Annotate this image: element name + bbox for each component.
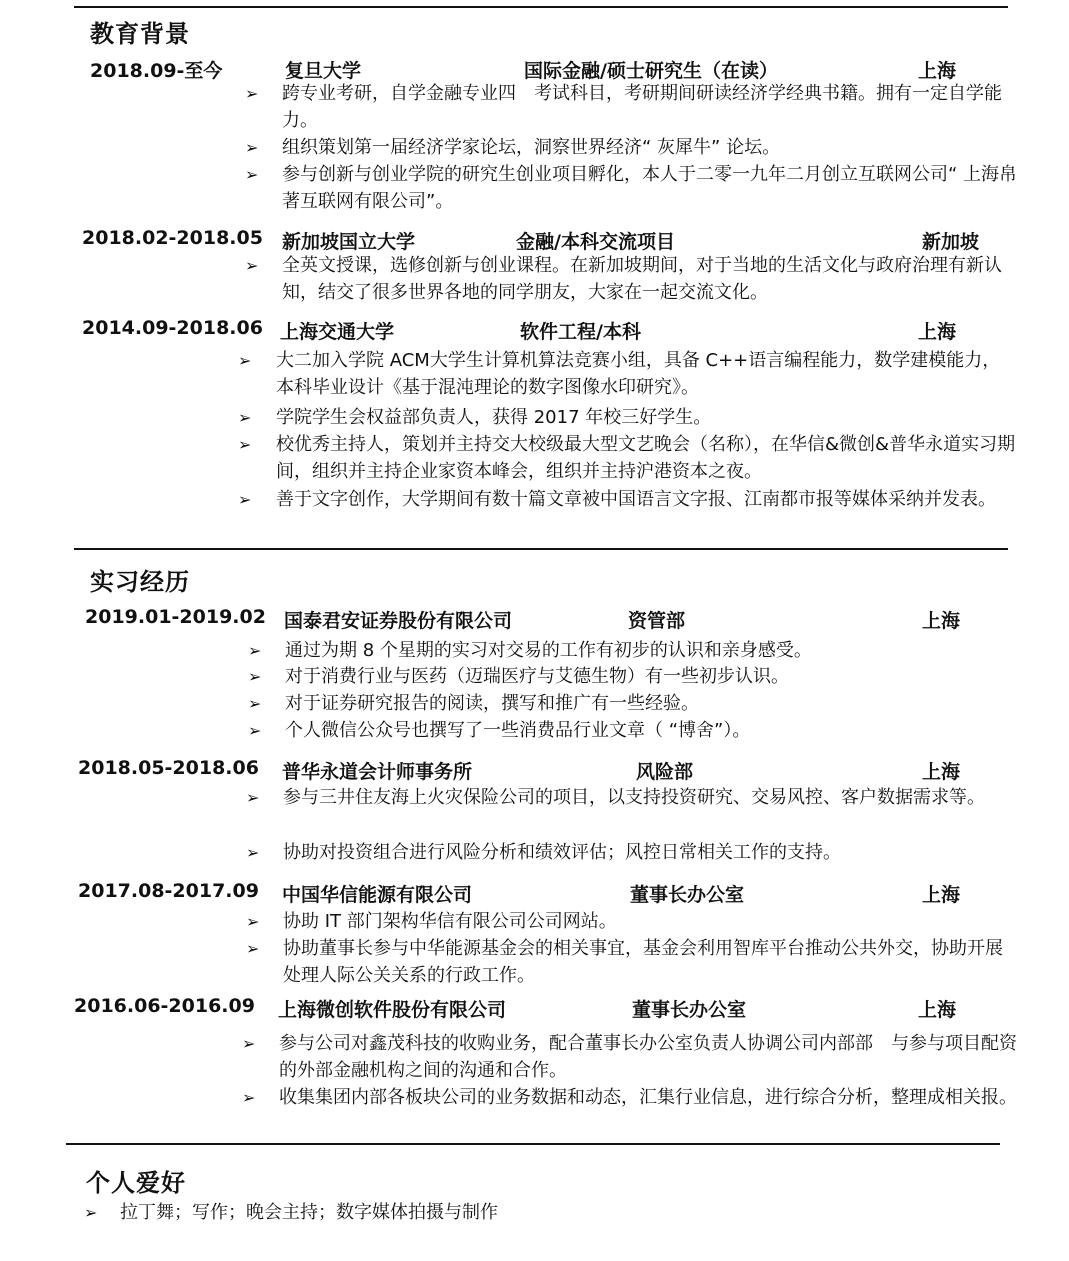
arrow-bullet-icon: ➢	[245, 84, 259, 103]
section-title-education: 教育背景	[90, 20, 190, 48]
list-item-text: 组织策划第一届经济学家论坛，洞察世界经济“ 灰犀牛” 论坛。	[282, 137, 781, 158]
list-item	[84, 1199, 784, 1226]
arrow-bullet-icon: ➢	[245, 165, 259, 184]
entry-role: 金融/本科交流项目	[516, 231, 675, 253]
arrow-bullet-icon: ➢	[246, 788, 260, 807]
entry-date: 2014.09-2018.06	[82, 317, 263, 339]
list-item	[246, 839, 1018, 866]
list-item	[245, 161, 1021, 215]
entry-city: 上海	[918, 60, 957, 82]
arrow-bullet-icon: ➢	[246, 843, 260, 862]
arrow-bullet-icon: ➢	[248, 721, 262, 740]
arrow-bullet-icon: ➢	[246, 912, 260, 931]
list-item-text: 全英文授课，选修创新与创业课程。在新加坡期间，对于当地的生活文化与政府治理有新认知，结交了很多世界各地的同学朋友，大家在一起交流文化。	[282, 255, 1002, 303]
entry-city: 上海	[922, 610, 961, 632]
list-item	[242, 1030, 1018, 1084]
entry-role: 董事长办公室	[630, 884, 745, 906]
section-title-internship: 实习经历	[90, 568, 190, 596]
entry-org: 中国华信能源有限公司	[282, 884, 473, 906]
entry-role: 软件工程/本科	[520, 321, 641, 343]
arrow-bullet-icon: ➢	[238, 490, 252, 509]
entry-date: 2016.06-2016.09	[74, 995, 255, 1017]
arrow-bullet-icon: ➢	[242, 1088, 256, 1107]
arrow-bullet-icon: ➢	[246, 939, 260, 958]
list-item	[248, 717, 1018, 744]
list-item-text: 个人微信公众号也撰写了一些消费品行业文章（ “博舍”）。	[285, 720, 751, 741]
list-item	[245, 80, 1021, 134]
entry-date: 2017.08-2017.09	[78, 880, 259, 902]
entry-org: 复旦大学	[285, 60, 362, 82]
entry-role: 风险部	[636, 761, 694, 783]
list-item	[245, 252, 1023, 306]
list-item-text: 协助对投资组合进行风险分析和绩效评估；风控日常相关工作的支持。	[283, 842, 841, 863]
list-item	[248, 663, 1018, 690]
list-item	[248, 690, 1018, 717]
section-divider	[74, 548, 1008, 550]
list-item-text: 跨专业考研，自学金融专业四 考试科目，考研期间研读经济学经典书籍。拥有一定自学能力。	[282, 83, 1002, 131]
arrow-bullet-icon: ➢	[238, 435, 252, 454]
list-item-text: 参与三井住友海上火灾保险公司的项目，以支持投资研究、交易风控、客户数据需求等。	[283, 787, 985, 808]
arrow-bullet-icon: ➢	[84, 1203, 98, 1222]
arrow-bullet-icon: ➢	[248, 694, 262, 713]
arrow-bullet-icon: ➢	[245, 138, 259, 157]
list-item	[238, 404, 1016, 431]
list-item	[248, 637, 1018, 664]
entry-org: 新加坡国立大学	[282, 231, 416, 253]
list-item	[238, 347, 1016, 401]
arrow-bullet-icon: ➢	[238, 408, 252, 427]
entry-city: 新加坡	[922, 231, 980, 253]
entry-city: 上海	[918, 999, 957, 1021]
list-item-text: 参与公司对鑫茂科技的收购业务，配合董事长办公室负责人协调公司内部部 与参与项目配资的外部金融机构之间的沟通和合作。	[279, 1033, 1017, 1081]
list-item-text: 拉丁舞；写作；晚会主持；数字媒体拍摄与制作	[120, 1202, 498, 1223]
entry-role: 国际金融/硕士研究生（在读）	[524, 60, 778, 82]
list-item-text: 大二加入学院 ACM大学生计算机算法竞赛小组，具备 C++语言编程能力，数学建模能力，本科毕业设计《基于混沌理论的数字图像水印研究》。	[276, 350, 1001, 398]
list-item-text: 通过为期 8 个星期的实习对交易的工作有初步的认识和亲身感受。	[285, 640, 812, 661]
entry-date: 2018.05-2018.06	[78, 757, 259, 779]
entry-date: 2019.01-2019.02	[85, 606, 266, 628]
entry-city: 上海	[918, 321, 957, 343]
entry-org: 普华永道会计师事务所	[282, 761, 473, 783]
list-item	[238, 486, 1016, 513]
list-item-text: 对于证券研究报告的阅读，撰写和推广有一些经验。	[285, 693, 699, 714]
arrow-bullet-icon: ➢	[242, 1034, 256, 1053]
entry-city: 上海	[922, 761, 961, 783]
list-item	[246, 908, 1018, 935]
entry-date: 2018.09-至今	[90, 60, 223, 82]
list-item-text: 参与创新与创业学院的研究生创业项目孵化，本人于二零一九年二月创立互联网公司“ 上海帛著互联网有限公司”。	[282, 164, 1018, 212]
top-divider	[74, 6, 1008, 8]
list-item-text: 学院学生会权益部负责人，获得 2017 年校三好学生。	[276, 407, 712, 428]
entry-city: 上海	[922, 884, 961, 906]
entry-date: 2018.02-2018.05	[82, 227, 263, 249]
list-item	[246, 784, 1018, 811]
arrow-bullet-icon: ➢	[245, 256, 259, 275]
entry-role: 资管部	[628, 610, 686, 632]
entry-role: 董事长办公室	[632, 999, 747, 1021]
arrow-bullet-icon: ➢	[238, 351, 252, 370]
list-item	[245, 134, 1021, 161]
arrow-bullet-icon: ➢	[248, 641, 262, 660]
list-item	[238, 431, 1016, 485]
section-title-hobbies: 个人爱好	[86, 1169, 186, 1197]
list-item-text: 协助 IT 部门架构华信有限公司公司网站。	[283, 911, 617, 932]
entry-org: 上海微创软件股份有限公司	[278, 999, 507, 1021]
entry-org: 上海交通大学	[280, 321, 395, 343]
list-item-text: 收集集团内部各板块公司的业务数据和动态，汇集行业信息，进行综合分析，整理成相关报。	[279, 1087, 1017, 1108]
entry-org: 国泰君安证券股份有限公司	[284, 610, 513, 632]
list-item-text: 对于消费行业与医药（迈瑞医疗与艾德生物）有一些初步认识。	[285, 666, 789, 687]
list-item	[246, 935, 1018, 989]
arrow-bullet-icon: ➢	[248, 667, 262, 686]
list-item	[242, 1084, 1018, 1111]
list-item-text: 善于文字创作，大学期间有数十篇文章被中国语言文字报、江南都市报等媒体采纳并发表。	[276, 489, 996, 510]
section-divider	[66, 1143, 1000, 1145]
list-item-text: 协助董事长参与中华能源基金会的相关事宜，基金会利用智库平台推动公共外交，协助开展处理人际公关关系的行政工作。	[283, 938, 1003, 986]
list-item-text: 校优秀主持人，策划并主持交大校级最大型文艺晚会（名称），在华信&微创&普华永道实习期间，组织并主持企业家资本峰会，组织并主持沪港资本之夜。	[276, 434, 1016, 482]
